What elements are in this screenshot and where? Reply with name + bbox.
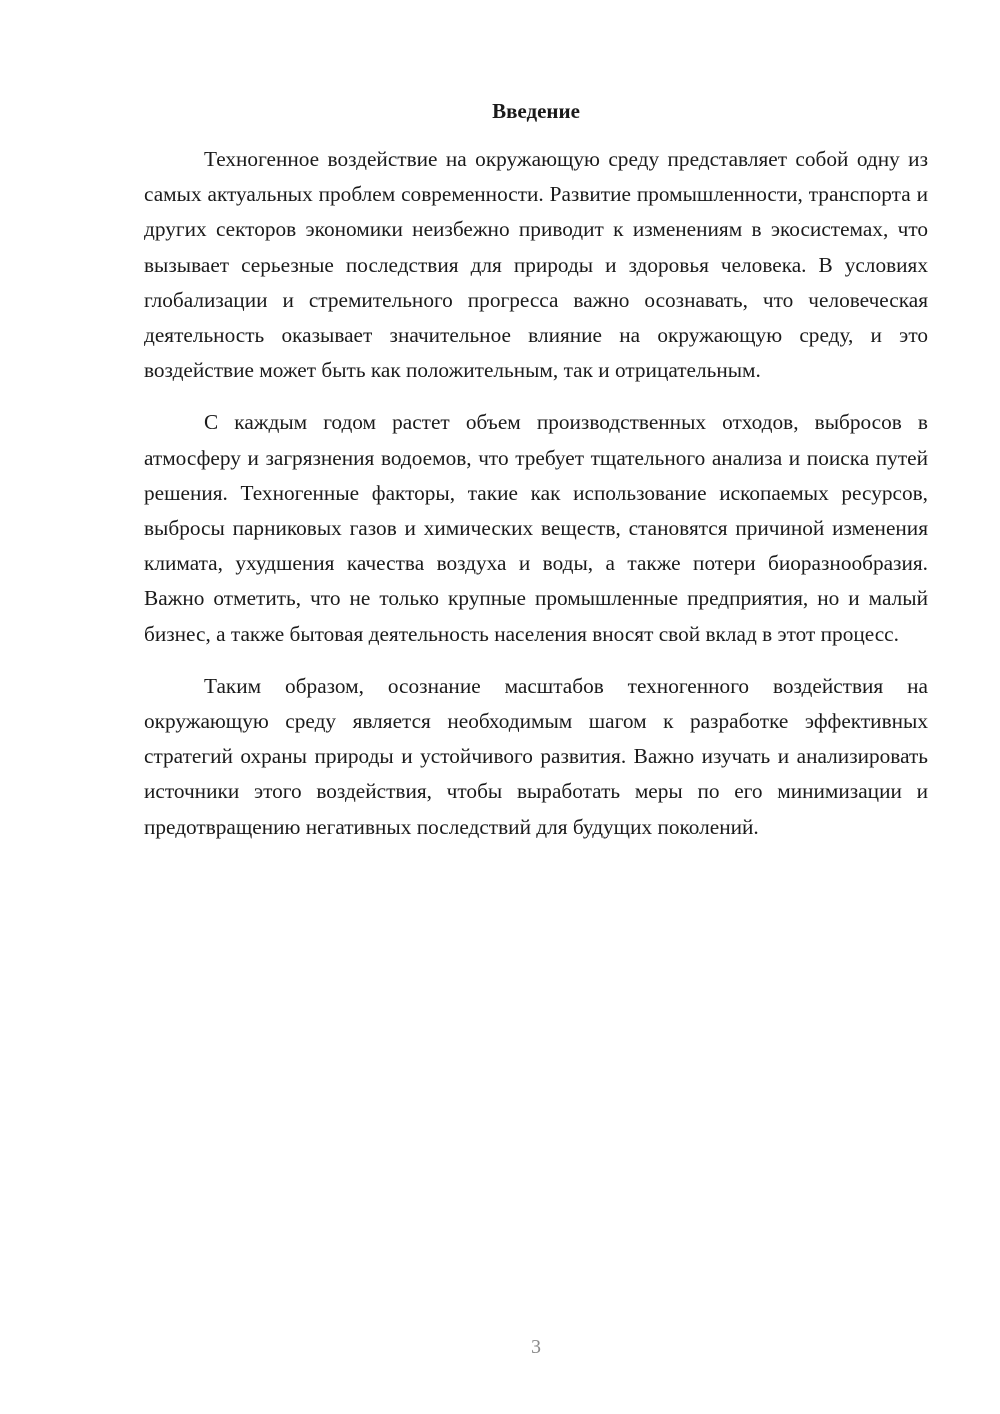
body-text	[144, 142, 928, 862]
paragraph-2: С каждым годом растет объем производственных отходов, выбросов в атмосферу и загрязнения водоемов, что требует тщательного анализа и поиска путей решения. Техногенные факторы, такие как использование ископаемых ресурсов, выбросы парниковых газов и химических веществ, становятся причиной изменения климата, ухудшения качества воздуха и воды, а также потери биоразнообразия. Важно отметить, что не только крупные промышленные предприятия, но и малый бизнес, а также бытовая деятельность населения вносят свой вклад в этот процесс.	[144, 410, 928, 646]
section-heading: Введение	[492, 99, 580, 123]
paragraph-3: Таким образом, осознание масштабов техногенного воздействия на окружающую среду является необходимым шагом к разработке эффективных стратегий охраны природы и устойчивого развития. Важно изучать и анализировать источники этого воздействия, чтобы выработать меры по его минимизации и предотвращению негативных последствий для будущих поколений.	[144, 673, 928, 839]
page-number: 3	[531, 1336, 541, 1358]
paragraph-1: Техногенное воздействие на окружающую среду представляет собой одну из самых актуальных проблем современности. Развитие промышленности, транспорта и других секторов экономики неизбежно приводит к изменениям в экосистемах, что вызывает серьезные последствия для природы и здоровья человека. В условиях глобализации и стремительного прогресса важно осознавать, что человеческая деятельность оказывает значительное влияние на окружающую среду, и это воздействие может быть как положительным, так и отрицательным.	[144, 147, 928, 383]
